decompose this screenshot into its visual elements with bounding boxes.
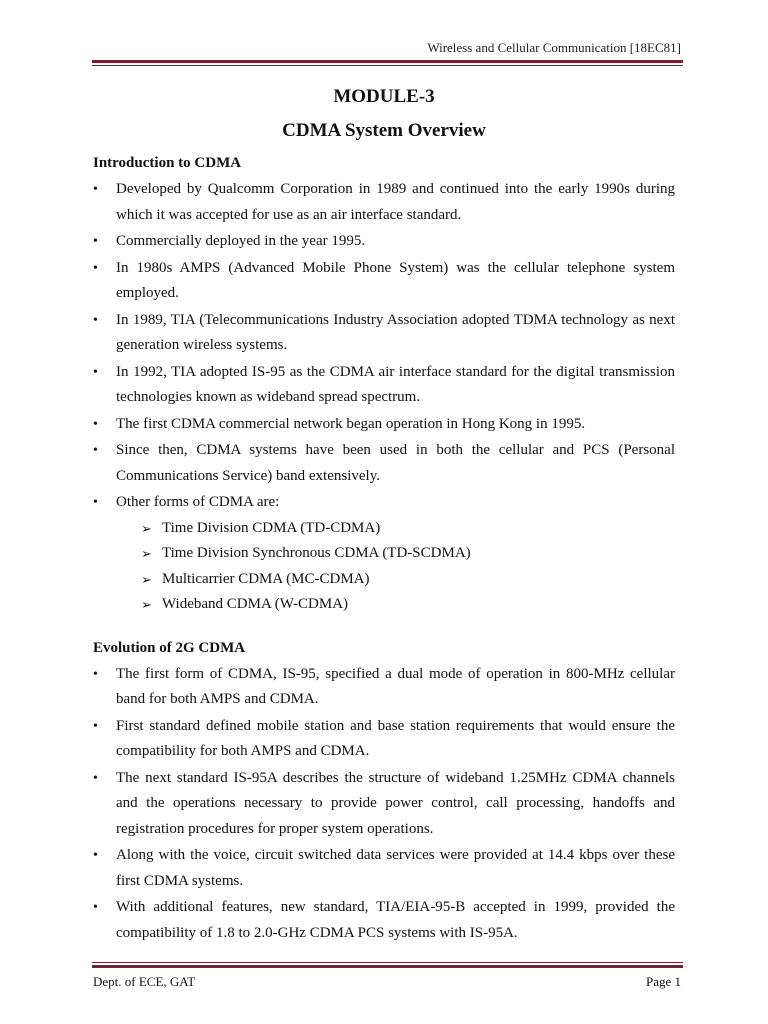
bullet-icon: • [93,848,98,863]
sub-list-item: ➢ Wideband CDMA (W-CDMA) [116,592,675,618]
module-title: MODULE-3 [333,86,435,107]
page-title: CDMA System Overview [282,120,486,141]
sub-list-item: ➢ Multicarrier CDMA (MC-CDMA) [116,567,675,593]
list-item: • Commercially deployed in the year 1995. [93,229,675,255]
section-heading-evolution: Evolution of 2G CDMA [93,639,246,656]
header-course-title: Wireless and Cellular Communication [18EC81] [427,40,681,55]
footer-rule-thick [92,965,683,968]
bullet-icon: • [93,416,98,432]
footer-rule-thin [92,962,683,963]
bullet-icon: • [93,260,98,276]
document-body [93,155,675,947]
list-item: • Other forms of CDMA are: ➢ Time Division CDMA (TD-CDMA) ➢ Time Division Synchronous CDMA (TD-SCDMA) ➢ Multicarrier CDMA (MC-CDMA) ➢ Wideband CDMA (W-CDMA) [93,490,675,618]
list-item: • In 1992, TIA adopted IS-95 as the CDMA air interface standard for the digital transmission technologies known as wideband spread spectrum. [93,360,675,411]
header-rule-thick [92,60,683,63]
arrow-bullet-icon: ➢ [141,597,152,612]
list-item: • The next standard IS-95A describes the structure of wideband 1.25MHz CDMA channels and the operations necessary to provide power control, call processing, handoffs and registration procedures for proper system operations. [93,766,675,843]
bullet-icon: • [93,182,98,197]
arrow-bullet-icon: ➢ [141,546,152,561]
list-item: • In 1980s AMPS (Advanced Mobile Phone System) was the cellular telephone system employed. [93,256,675,307]
footer-page-number: Page 1 [645,974,681,989]
list-item: • Developed by Qualcomm Corporation in 1989 and continued into the early 1990s during which it was accepted for use as an air interface standard. [93,177,675,228]
bullet-icon: • [93,495,98,510]
list-item: • The first form of CDMA, IS-95, specified a dual mode of operation in 800-MHz cellular band for both AMPS and CDMA. [93,662,675,713]
bullet-icon: • [93,443,98,458]
list-item: • The first CDMA commercial network began operation in Hong Kong in 1995. [93,412,675,438]
list-item: • With additional features, new standard, TIA/EIA-95-B accepted in 1999, provided the compatibility of 1.8 to 2.0-GHz CDMA PCS systems with IS-95A. [93,895,675,946]
cdma-forms-sublist [116,516,675,618]
list-item: • Along with the voice, circuit switched data services were provided at 14.4 kbps over these first CDMA systems. [93,843,675,894]
bullet-icon: • [93,770,98,786]
arrow-bullet-icon: ➢ [141,520,152,536]
arrow-bullet-icon: ➢ [141,571,152,587]
bullet-icon: • [93,718,98,734]
bullet-icon: • [93,234,98,249]
section-heading-intro: Introduction to CDMA [93,155,242,171]
sub-list-item: ➢ Time Division Synchronous CDMA (TD-SCDMA) [116,541,675,567]
list-item: • Since then, CDMA systems have been used in both the cellular and PCS (Personal Communications Service) band extensively. [93,438,675,489]
footer-department: Dept. of ECE, GAT [93,974,196,989]
bullet-icon: • [93,900,98,915]
bullet-icon: • [93,666,98,682]
bullet-icon: • [93,312,98,328]
evolution-bullet-list [93,662,675,947]
header-rule-thin [92,65,683,66]
list-item: • First standard defined mobile station and base station requirements that would ensure the compatibility for both AMPS and CDMA. [93,714,675,765]
intro-bullet-list [93,177,675,618]
sub-list-item: ➢ Time Division CDMA (TD-CDMA) [116,516,675,542]
bullet-icon: • [93,364,98,380]
list-item: • In 1989, TIA (Telecommunications Industry Association adopted TDMA technology as next generation wireless systems. [93,308,675,359]
